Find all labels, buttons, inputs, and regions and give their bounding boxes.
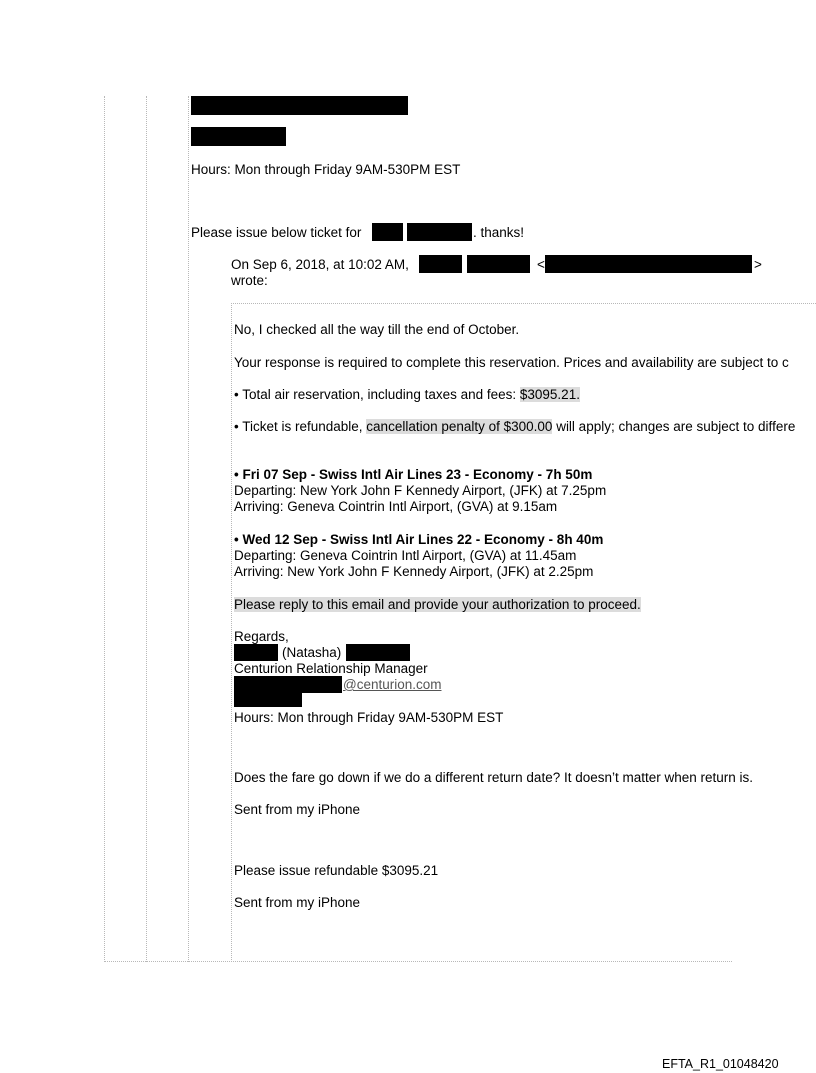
request-text: Please issue below ticket for — [191, 225, 362, 240]
signature-email-link[interactable]: @centurion.com — [343, 677, 442, 692]
refund-after: will apply; changes are subject to differe — [552, 419, 796, 434]
total-label: • Total air reservation, including taxes and fees: — [234, 387, 520, 402]
flight-1-title-text: • Fri 07 Sep - Swiss Intl Air Lines 23 - Economy - 7h 50m — [234, 467, 593, 482]
request-line — [191, 225, 361, 240]
redacted-last-name — [407, 223, 472, 241]
flight-2-title-text: • Wed 12 Sep - Swiss Intl Air Lines 22 - Economy - 8h 40m — [234, 532, 604, 547]
redacted-title-block — [191, 127, 286, 146]
redacted-sender-email — [545, 255, 752, 273]
flight-1-departing: Departing: New York John F Kennedy Airport, (JFK) at 7.25pm — [234, 483, 607, 498]
header-hours: Hours: Mon through Friday 9AM-530PM EST — [191, 162, 461, 177]
flight-2-arriving: Arriving: New York John F Kennedy Airport, (JFK) at 2.25pm — [234, 564, 594, 579]
signature-role: Centurion Relationship Manager — [234, 661, 428, 676]
signature-regards: Regards, — [234, 629, 289, 644]
quote-date: On Sep 6, 2018, at 10:02 AM, — [231, 257, 409, 272]
redacted-phone — [234, 692, 302, 707]
redacted-first-name — [372, 223, 403, 241]
quote-wrote: wrote: — [231, 273, 268, 288]
flight-1-arriving: Arriving: Geneva Cointrin Intl Airport, (GVA) at 9.15am — [234, 499, 558, 514]
authorization-request: Please reply to this email and provide your authorization to proceed. — [234, 597, 641, 612]
quote-email-close: > — [754, 257, 762, 272]
total-value: $3095.21. — [519, 387, 580, 402]
refund-line — [234, 419, 795, 434]
message-line-1: No, I checked all the way till the end of October. — [234, 322, 520, 337]
quote-margin-line-3 — [188, 96, 189, 962]
quote-email-open: < — [537, 257, 545, 272]
redacted-sender-first — [419, 255, 462, 273]
redacted-name-block — [191, 96, 408, 115]
quote-margin-line-4 — [231, 303, 232, 962]
document-id: EFTA_R1_01048420 — [662, 1057, 779, 1071]
flight-1-title — [234, 467, 592, 482]
redacted-agent-last — [346, 644, 410, 661]
total-line — [234, 387, 580, 402]
quote-margin-line-2 — [146, 96, 147, 962]
signature-nickname: (Natasha) — [282, 645, 342, 660]
flight-2-departing: Departing: Geneva Cointrin Intl Airport, (GVA) at 11.45am — [234, 548, 577, 563]
thread-issue: Please issue refundable $3095.21 — [234, 863, 439, 878]
thread-sent-1: Sent from my iPhone — [234, 802, 361, 817]
redacted-email-user — [234, 676, 342, 693]
refund-penalty: cancellation penalty of $300.00 — [366, 419, 553, 434]
signature-hours: Hours: Mon through Friday 9AM-530PM EST — [234, 710, 504, 725]
thread-sent-2: Sent from my iPhone — [234, 895, 361, 910]
redacted-sender-last — [467, 255, 530, 273]
message-line-2: Your response is required to complete this reservation. Prices and availability are subject to c — [234, 355, 789, 370]
thread-question: Does the fare go down if we do a different return date? It doesn’t matter when return is. — [234, 770, 754, 785]
quote-top-line — [231, 303, 816, 304]
redacted-agent-first — [234, 644, 278, 661]
request-thanks: . thanks! — [473, 225, 525, 240]
quote-margin-line-1 — [104, 96, 105, 962]
refund-before: • Ticket is refundable, — [234, 419, 367, 434]
quote-bottom-line — [104, 961, 732, 962]
flight-2-title — [234, 532, 603, 547]
